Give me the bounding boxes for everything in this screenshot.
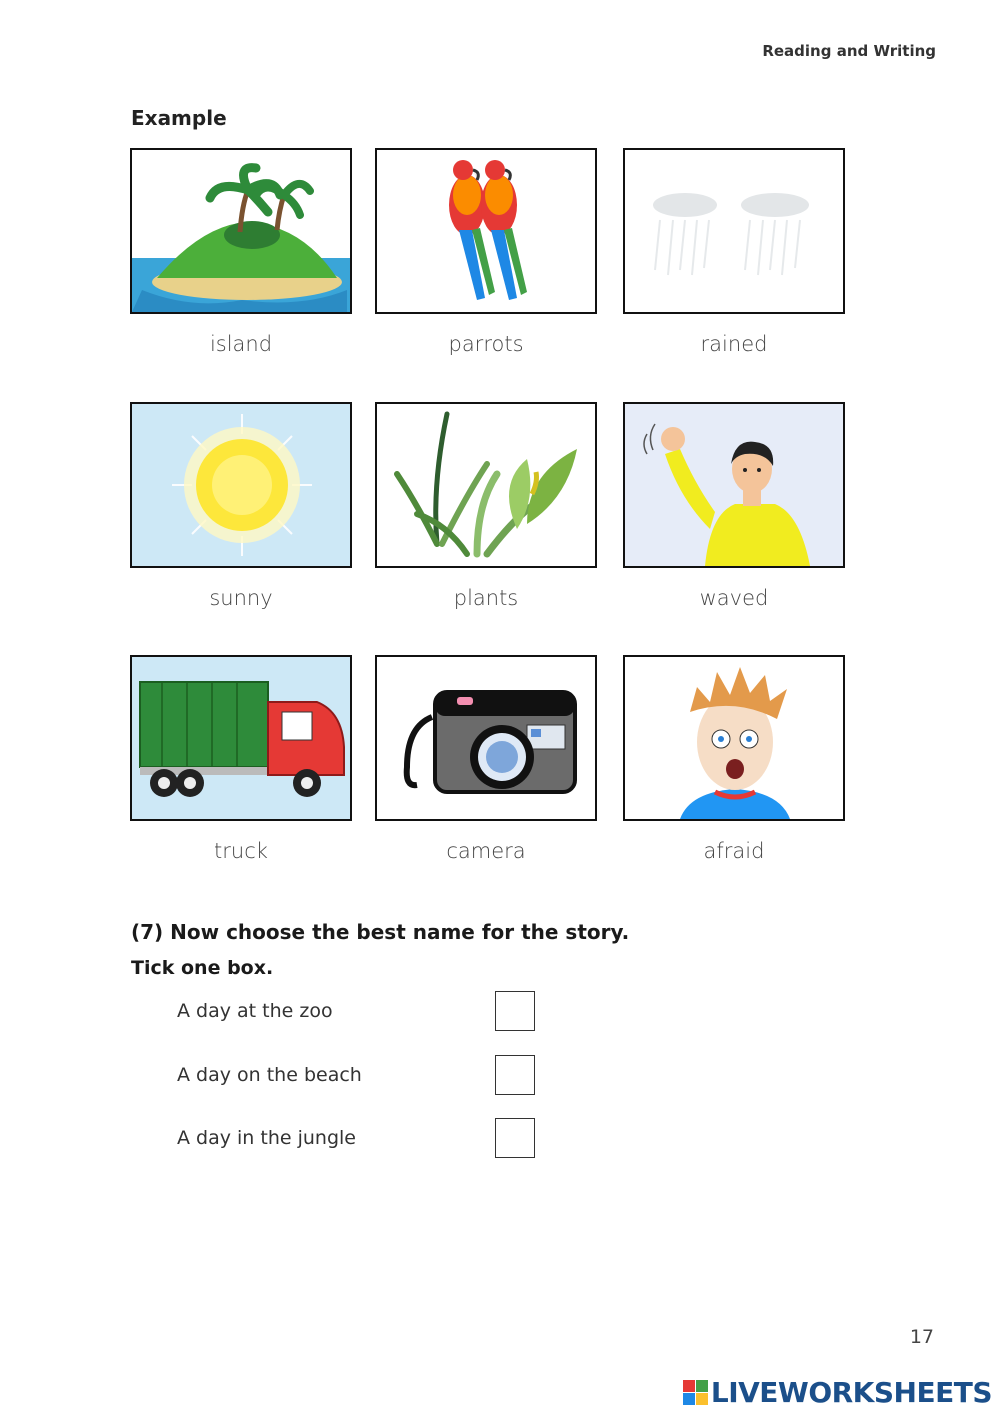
picture-card-waved	[623, 402, 845, 610]
word-sunny: sunny	[209, 586, 273, 610]
word-truck: truck	[214, 839, 268, 863]
answer-option-zoo	[177, 990, 557, 1032]
tick-box[interactable]	[495, 1055, 535, 1095]
picture-card-plants	[375, 402, 597, 610]
word-island: island	[209, 332, 273, 356]
truck-icon	[130, 655, 352, 821]
island-icon	[130, 148, 352, 314]
picture-card-camera	[375, 655, 597, 863]
rain-icon	[623, 148, 845, 314]
tick-box[interactable]	[495, 1118, 535, 1158]
answer-option-beach	[177, 1054, 557, 1096]
picture-card-island	[130, 148, 352, 356]
example-label: Example	[131, 106, 227, 130]
word-rained: rained	[700, 332, 768, 356]
parrots-icon	[375, 148, 597, 314]
picture-card-rained	[623, 148, 845, 356]
plants-icon	[375, 402, 597, 568]
question-text: (7) Now choose the best name for the story.	[131, 920, 630, 944]
brand-name: LIVEWORKSHEETS	[710, 1376, 992, 1409]
option-label: A day in the jungle	[177, 1127, 356, 1149]
waving-boy-icon	[623, 402, 845, 568]
word-afraid: afraid	[703, 839, 765, 863]
answer-option-jungle	[177, 1117, 557, 1159]
option-label: A day at the zoo	[177, 1000, 333, 1022]
word-camera: camera	[446, 839, 526, 863]
camera-icon	[375, 655, 597, 821]
picture-card-sunny	[130, 402, 352, 610]
liveworksheets-logo[interactable]	[683, 1376, 992, 1409]
word-plants: plants	[453, 586, 519, 610]
option-label: A day on the beach	[177, 1064, 362, 1086]
section-title: Reading and Writing	[762, 42, 936, 60]
word-waved: waved	[699, 586, 769, 610]
picture-card-truck	[130, 655, 352, 863]
picture-card-parrots	[375, 148, 597, 356]
picture-card-afraid	[623, 655, 845, 863]
logo-grid-icon	[683, 1380, 708, 1405]
question-instruction: Tick one box.	[131, 957, 274, 979]
sun-icon	[130, 402, 352, 568]
tick-box[interactable]	[495, 991, 535, 1031]
afraid-boy-icon	[623, 655, 845, 821]
page-number: 17	[909, 1326, 934, 1348]
word-parrots: parrots	[448, 332, 524, 356]
